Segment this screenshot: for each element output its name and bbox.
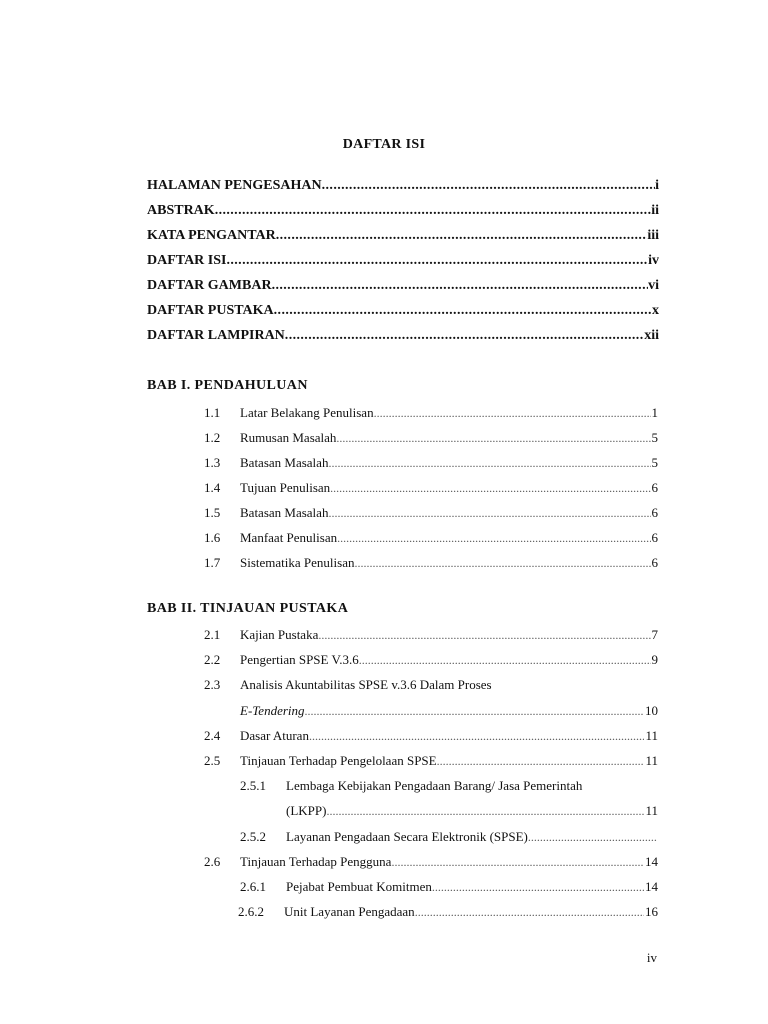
toc-entry-2-3[interactable] <box>204 677 658 693</box>
section-title: Layanan Pengadaan Secara Elektronik (SPSE) <box>286 829 528 844</box>
toc-entry-abstrak[interactable] <box>147 203 659 228</box>
section-page: 9 <box>651 652 658 667</box>
section-title: Kajian Pustaka <box>240 627 319 642</box>
dot-leader <box>276 228 648 244</box>
section-page: 6 <box>651 505 658 520</box>
section-number: 2.4 <box>204 728 221 743</box>
section-page: 7 <box>651 627 658 642</box>
dot-leader <box>359 653 651 668</box>
toc-entry-label: DAFTAR LAMPIRAN <box>147 328 285 343</box>
section-page: 1 <box>651 405 658 420</box>
dot-leader <box>226 253 648 269</box>
section-number: 2.6.2 <box>238 904 264 919</box>
section-number: 2.3 <box>204 677 221 692</box>
section-title: Rumusan Masalah <box>240 430 337 445</box>
section-number: 1.2 <box>204 430 221 445</box>
section-title: Manfaat Penulisan <box>240 530 338 545</box>
dot-leader <box>274 303 652 319</box>
section-page: 14 <box>645 879 658 894</box>
dot-leader <box>337 531 650 546</box>
toc-entry-page: i <box>655 178 659 193</box>
section-title-continued: E-Tendering <box>240 703 305 718</box>
section-page: 10 <box>645 703 658 718</box>
toc-entry-1-7[interactable] <box>204 555 658 571</box>
section-number: 1.6 <box>204 530 221 545</box>
toc-entry-2-5-1-continued[interactable] <box>286 803 658 819</box>
toc-entry-label: KATA PENGANTAR <box>147 228 276 243</box>
toc-entry-2-6[interactable] <box>204 854 658 870</box>
chapter-heading-bab-1: BAB I. PENDAHULUAN <box>147 378 308 393</box>
toc-entry-2-5-1[interactable] <box>240 778 658 794</box>
section-title: Sistematika Penulisan <box>240 555 355 570</box>
dot-leader <box>336 431 650 446</box>
section-page: 6 <box>651 555 658 570</box>
toc-entry-1-2[interactable] <box>204 430 658 446</box>
toc-entry-label: DAFTAR PUSTAKA <box>147 303 274 318</box>
chapter-heading-bab-2: BAB II. TINJAUAN PUSTAKA <box>147 601 349 616</box>
section-number: 2.1 <box>204 627 221 642</box>
section-number: 1.1 <box>204 405 221 420</box>
section-page: 11 <box>645 728 658 743</box>
section-number: 2.5.1 <box>240 778 266 793</box>
section-number: 1.5 <box>204 505 221 520</box>
section-title: Pengertian SPSE V.3.6 <box>240 652 359 667</box>
toc-entry-label: DAFTAR GAMBAR <box>147 278 272 293</box>
toc-entry-daftar-isi[interactable] <box>147 253 659 278</box>
section-title: Tinjauan Terhadap Pengguna <box>240 854 392 869</box>
dot-leader <box>354 556 650 571</box>
dot-leader <box>318 628 650 643</box>
toc-entry-page: xii <box>644 328 659 343</box>
dot-leader <box>328 456 650 471</box>
dot-leader <box>328 506 650 521</box>
toc-entry-daftar-pustaka[interactable] <box>147 303 659 328</box>
toc-entry-2-6-1[interactable] <box>240 879 658 895</box>
section-number: 2.6.1 <box>240 879 266 894</box>
toc-entry-page: x <box>652 303 659 318</box>
toc-entry-2-3-continued[interactable] <box>240 703 658 719</box>
dot-leader <box>437 754 645 769</box>
dot-leader <box>374 406 651 421</box>
section-title: Unit Layanan Pengadaan <box>284 904 415 919</box>
dot-leader <box>330 481 650 496</box>
toc-entry-label: DAFTAR ISI <box>147 253 227 268</box>
section-title: Tinjauan Terhadap Pengelolaan SPSE <box>240 753 437 768</box>
section-title: Dasar Aturan <box>240 728 309 743</box>
section-page: 14 <box>645 854 658 869</box>
section-page: 6 <box>651 530 658 545</box>
toc-entry-daftar-gambar[interactable] <box>147 278 659 303</box>
toc-entry-1-1[interactable] <box>204 405 658 421</box>
toc-entry-2-2[interactable] <box>204 652 658 668</box>
section-page: 5 <box>651 455 658 470</box>
page-number: iv <box>646 950 657 965</box>
section-page: 11 <box>645 803 658 818</box>
section-title: Latar Belakang Penulisan <box>240 405 374 420</box>
section-title: Analisis Akuntabilitas SPSE v.3.6 Dalam Proses <box>240 677 492 692</box>
dot-leader <box>432 880 644 895</box>
page-title: DAFTAR ISI <box>342 137 426 152</box>
section-number: 2.5.2 <box>240 829 266 844</box>
section-number: 1.4 <box>204 480 221 495</box>
toc-entry-2-1[interactable] <box>204 627 658 643</box>
toc-entry-page: iv <box>648 253 659 268</box>
dot-leader <box>305 704 644 719</box>
section-title: Batasan Masalah <box>240 455 329 470</box>
toc-entry-1-6[interactable] <box>204 530 658 546</box>
section-title: Tujuan Penulisan <box>240 480 331 495</box>
front-matter-list <box>147 178 659 353</box>
toc-entry-page: vi <box>648 278 659 293</box>
toc-entry-2-4[interactable] <box>204 728 658 744</box>
dot-leader <box>391 855 644 870</box>
toc-entry-page: ii <box>651 203 659 218</box>
dot-leader <box>285 328 644 344</box>
toc-entry-1-3[interactable] <box>204 455 658 471</box>
section-page: 5 <box>651 430 658 445</box>
dot-leader <box>322 178 655 194</box>
section-number: 1.7 <box>204 555 221 570</box>
section-number: 1.3 <box>204 455 221 470</box>
toc-entry-label: ABSTRAK <box>147 203 215 218</box>
section-page: 11 <box>645 753 658 768</box>
section-number: 2.6 <box>204 854 221 869</box>
section-page: 16 <box>645 904 658 919</box>
toc-entry-halaman-pengesahan[interactable] <box>147 178 659 203</box>
section-title: Batasan Masalah <box>240 505 329 520</box>
section-title: Lembaga Kebijakan Pengadaan Barang/ Jasa Pemerintah <box>286 778 583 793</box>
section-number: 2.2 <box>204 652 221 667</box>
toc-entry-2-5[interactable] <box>204 753 658 769</box>
section-page: 6 <box>651 480 658 495</box>
toc-entry-label: HALAMAN PENGESAHAN <box>147 178 322 193</box>
section-title-continued: (LKPP) <box>286 803 327 818</box>
toc-entry-kata-pengantar[interactable] <box>147 228 659 253</box>
toc-entry-daftar-lampiran[interactable] <box>147 328 659 353</box>
dot-leader <box>326 804 644 819</box>
dot-leader <box>528 830 657 845</box>
section-number: 2.5 <box>204 753 221 768</box>
toc-entry-2-5-2[interactable] <box>240 829 658 845</box>
dot-leader <box>272 278 649 294</box>
toc-entry-1-4[interactable] <box>204 480 658 496</box>
toc-entry-2-6-2[interactable] <box>238 904 658 920</box>
section-title: Pejabat Pembuat Komitmen <box>286 879 432 894</box>
dot-leader <box>309 729 645 744</box>
toc-entry-1-5[interactable] <box>204 505 658 521</box>
dot-leader <box>415 905 644 920</box>
toc-entry-page: iii <box>647 228 659 243</box>
dot-leader <box>215 203 652 219</box>
